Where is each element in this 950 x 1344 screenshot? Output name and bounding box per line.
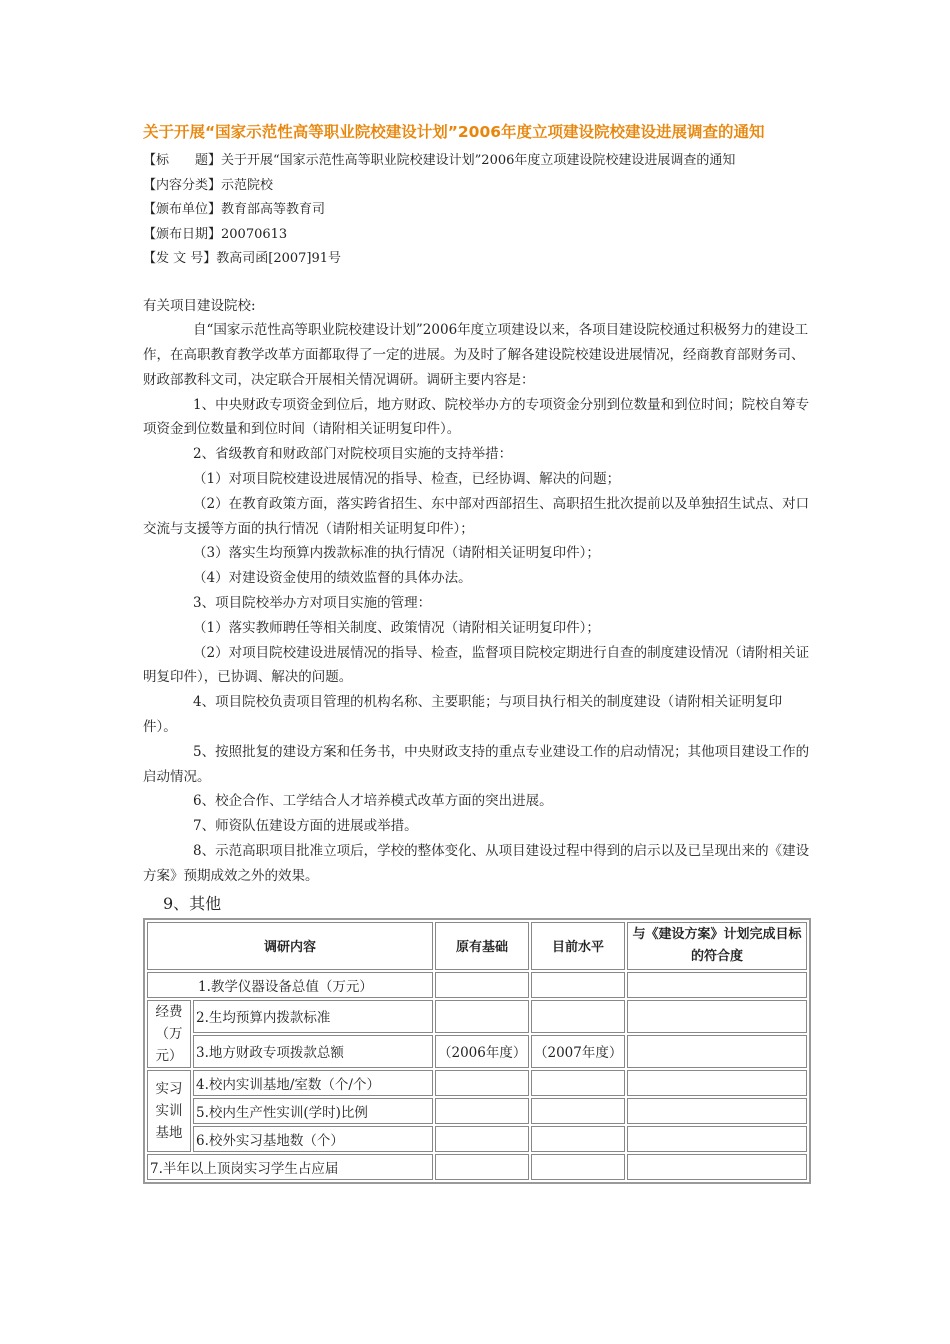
header-cell: 原有基础 (435, 922, 529, 970)
table-cell (627, 1098, 807, 1124)
table-cell (531, 972, 625, 998)
survey-table (143, 918, 811, 1184)
meta-value: 教育部高等教育司 (221, 202, 326, 217)
table-cell (435, 1098, 529, 1124)
meta-value: 教高司函[2007]91号 (216, 251, 342, 266)
paragraph: 自“国家示范性高等职业院校建设计划”2006年度立项建设以来，各项目建设院校通过积极努力的建设工作，在高职教育教学改革方面都取得了一定的进展。为及时了解各建设院校建设进展情况，经商教育部财务司、财政部教科文司，决定联合开展相关情况调研。调研主要内容是： (143, 322, 809, 388)
paragraph: 8、示范高职项目批准立项后，学校的整体变化、从项目建设过程中得到的启示以及已呈现出来的《建设方案》预期成效之外的效果。 (143, 843, 810, 884)
document-title: 关于开展“国家示范性高等职业院校建设计划”2006年度立项建设院校建设进展调查的通知 (143, 123, 765, 141)
table-cell (627, 1000, 807, 1033)
table-row (147, 1035, 807, 1068)
meta-label: 【内容分类】 (143, 177, 222, 193)
row-label: 4.校内实训基地/室数（个/个） (193, 1070, 433, 1096)
table-cell (531, 1098, 625, 1124)
table-row (147, 1126, 807, 1152)
document-body (143, 294, 811, 889)
table-row (147, 972, 807, 998)
meta-label: 【颁布单位】 (143, 202, 222, 217)
table-cell: （2007年度） (531, 1035, 625, 1068)
item-nine-heading: 9、其他 (163, 893, 222, 913)
paragraph: 5、按照批复的建设方案和任务书，中央财政支持的重点专业建设工作的启动情况；其他项目建设工作的启动情况。 (143, 743, 810, 785)
table-cell (435, 1000, 529, 1033)
meta-label: 【标 题】 (143, 153, 222, 168)
table-row (147, 1098, 807, 1124)
table-cell: （2006年度） (435, 1035, 529, 1068)
paragraph: （2）在教育政策方面，落实跨省招生、东中部对西部招生、高职招生批次提前以及单独招生试点、对口交流与支援等方面的执行情况（请附相关证明复印件）； (143, 495, 810, 537)
row-label: 1.教学仪器设备总值（万元） (147, 972, 433, 998)
paragraph: 3、项目院校举办方对项目实施的管理： (193, 595, 432, 612)
meta-value: 示范院校 (221, 177, 274, 193)
paragraph: 4、项目院校负责项目管理的机构名称、主要职能；与项目执行相关的制度建设（请附相关证明复印件）。 (143, 694, 783, 736)
meta-docno-row (143, 247, 811, 272)
row-label: 2.生均预算内拨款标准 (193, 1000, 433, 1033)
table-header-row (147, 922, 807, 970)
table-cell (627, 1070, 807, 1096)
paragraph: 7、师资队伍建设方面的进展或举措。 (193, 818, 418, 835)
meta-issuer-row (143, 198, 811, 223)
meta-value: 关于开展“国家示范性高等职业院校建设计划”2006年度立项建设院校建设进展调查的通知 (221, 153, 736, 168)
group-label-funding: 经费（万元） (147, 1000, 191, 1068)
row-label: 7.半年以上顶岗实习学生占应届 (147, 1154, 433, 1180)
paragraph: 1、中央财政专项资金到位后，地方财政、院校举办方的专项资金分别到位数量和到位时间；院校自筹专项资金到位数量和到位时间（请附相关证明复印件）。 (143, 396, 810, 438)
table-cell (627, 1126, 807, 1152)
table-cell (531, 1154, 625, 1180)
paragraph: （4）对建设资金使用的绩效监督的具体办法。 (193, 570, 472, 587)
table-row (147, 1154, 807, 1180)
table-cell (435, 1070, 529, 1096)
table-cell (531, 1000, 625, 1033)
table-row (147, 1000, 807, 1033)
document-page (143, 120, 811, 1184)
meta-label: 【颁布日期】 (143, 226, 222, 242)
paragraph: 2、省级教育和财政部门对院校项目实施的支持举措： (193, 446, 513, 463)
table-cell (435, 1126, 529, 1152)
header-cell: 与《建设方案》计划完成目标的符合度 (627, 922, 807, 970)
header-cell: 调研内容 (147, 922, 433, 970)
table-row (147, 1070, 807, 1096)
salutation: 有关项目建设院校: (143, 297, 256, 314)
meta-category-row (143, 174, 811, 199)
group-label-training: 实习实训基地 (147, 1070, 191, 1152)
paragraph: （1）对项目院校建设进展情况的指导、检查，已经协调、解决的问题； (193, 471, 621, 488)
row-label: 3.地方财政专项拨款总额 (193, 1035, 433, 1068)
paragraph: （3）落实生均预算内拨款标准的执行情况（请附相关证明复印件）； (193, 545, 600, 562)
metadata-block (143, 149, 811, 272)
table-cell (531, 1070, 625, 1096)
meta-title-row (143, 149, 811, 174)
meta-value: 20070613 (221, 226, 288, 242)
paragraph: （2）对项目院校建设进展情况的指导、检查，监督项目院校定期进行自查的制度建设情况（请附相关证明复印件），已协调、解决的问题。 (143, 644, 810, 686)
header-cell: 目前水平 (531, 922, 625, 970)
row-label: 6.校外实习基地数（个） (193, 1126, 433, 1152)
meta-date-row (143, 223, 811, 248)
meta-label: 【发 文 号】 (143, 251, 217, 266)
row-label: 5.校内生产性实训(学时)比例 (193, 1098, 433, 1124)
table-cell (435, 1154, 529, 1180)
paragraph: （1）落实教师聘任等相关制度、政策情况（请附相关证明复印件）； (193, 619, 600, 636)
table-cell (627, 972, 807, 998)
table-cell (531, 1126, 625, 1152)
table-cell (627, 1035, 807, 1068)
table-cell (627, 1154, 807, 1180)
table-cell (435, 972, 529, 998)
paragraph: 6、校企合作、工学结合人才培养模式改革方面的突出进展。 (193, 793, 553, 810)
